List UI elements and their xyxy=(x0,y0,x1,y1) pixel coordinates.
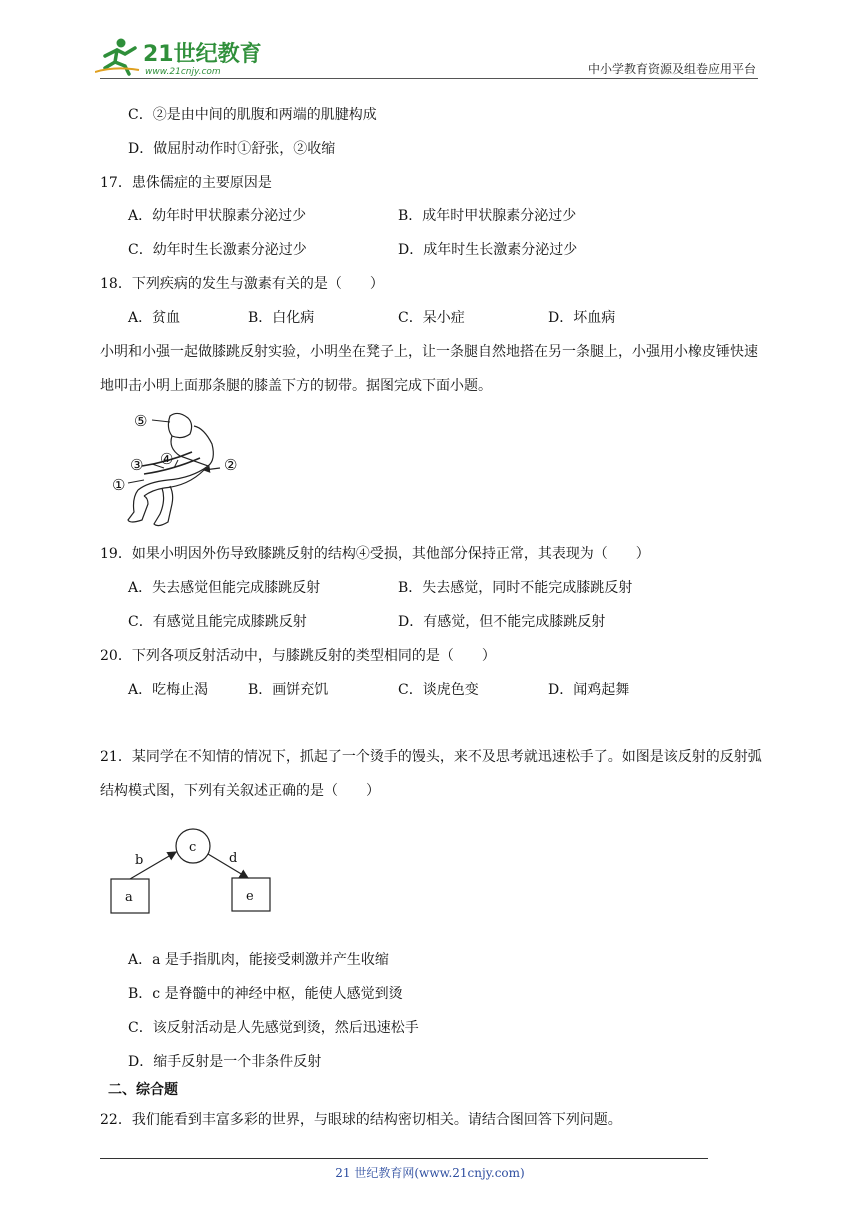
knee-reflex-figure xyxy=(108,408,248,532)
label-2: ② xyxy=(224,456,238,474)
q21-option-c: C．该反射活动是人先感觉到烫，然后迅速松手 xyxy=(128,1020,419,1036)
shared-stem-intro: 小明和小强一起做膝跳反射实验，小明坐在凳子上，让一条腿自然地搭在另一条腿上，小强用小橡皮锤快速地叩击小明上面那条腿的膝盖下方的韧带。据图完成下面小题。 xyxy=(100,344,758,394)
q16-option-d: D．做屈肘动作时①舒张，②收缩 xyxy=(128,141,336,157)
q18-option-d: D．坏血病 xyxy=(548,310,616,326)
q20-option-c: C．谈虎色变 xyxy=(398,682,479,698)
q20-option-b: B．画饼充饥 xyxy=(248,682,329,698)
label-1: ① xyxy=(112,476,126,494)
q19-option-a: A．失去感觉但能完成膝跳反射 xyxy=(128,580,321,596)
label-b: b xyxy=(135,853,144,868)
footer-divider xyxy=(100,1158,708,1159)
footer-text: 21 世纪教育网(www.21cnjy.com) xyxy=(335,1166,525,1180)
reflex-arc-figure xyxy=(108,824,274,916)
site-logo xyxy=(95,36,265,78)
label-3: ⑤ xyxy=(134,412,148,430)
label-4: ④ xyxy=(160,450,174,468)
q21-option-a: A．a 是手指肌肉，能接受刺激并产生收缩 xyxy=(128,952,389,968)
label-e: e xyxy=(246,889,254,904)
q17-option-d: D．成年时生长激素分泌过少 xyxy=(398,242,578,258)
label-a: a xyxy=(125,890,133,905)
q18-option-b: B．白化病 xyxy=(248,310,315,326)
logo-text: 21世纪教育 xyxy=(143,42,262,67)
q19-option-b: B．失去感觉，同时不能完成膝跳反射 xyxy=(398,580,633,596)
q18-option-c: C．呆小症 xyxy=(398,310,465,326)
label-c: c xyxy=(189,840,197,855)
runner-icon xyxy=(95,39,139,75)
q16-option-c: C．②是由中间的肌腹和两端的肌腱构成 xyxy=(128,107,377,123)
q19-stem: 19．如果小明因外伤导致膝跳反射的结构④受损，其他部分保持正常，其表现为（ ） xyxy=(100,546,650,562)
q20-stem: 20．下列各项反射活动中，与膝跳反射的类型相同的是（ ） xyxy=(100,648,496,664)
q21-option-d: D．缩手反射是一个非条件反射 xyxy=(128,1054,322,1070)
header-platform-text: 中小学教育资源及组卷应用平台 xyxy=(587,62,756,76)
q22-stem: 22．我们能看到丰富多彩的世界，与眼球的结构密切相关。请结合图回答下列问题。 xyxy=(100,1112,622,1128)
label-d: d xyxy=(229,851,238,866)
logo-url: www.21cnjy.com xyxy=(145,67,221,77)
q20-option-d: D．闻鸡起舞 xyxy=(548,682,630,698)
q20-option-a: A．吃梅止渴 xyxy=(128,682,209,698)
spinal-cord-section xyxy=(168,413,191,437)
q21-stem: 21．某同学在不知情的情况下，抓起了一个烫手的馒头，来不及思考就迅速松手了。如图是该反射的反射弧结构模式图，下列有关叙述正确的是（ ） xyxy=(100,749,762,799)
label-5: ③ xyxy=(130,456,144,474)
q17-option-b: B．成年时甲状腺素分泌过少 xyxy=(398,208,577,224)
q21-option-b: B．c 是脊髓中的神经中枢，能使人感觉到烫 xyxy=(128,986,403,1002)
arrow-d xyxy=(208,854,248,878)
q18-option-a: A．贫血 xyxy=(128,310,181,326)
header-divider xyxy=(100,78,758,79)
q19-option-d: D．有感觉，但不能完成膝跳反射 xyxy=(398,614,606,630)
section-title: 二、综合题 xyxy=(108,1082,178,1098)
q18-stem: 18．下列疾病的发生与激素有关的是（ ） xyxy=(100,276,384,292)
q19-option-c: C．有感觉且能完成膝跳反射 xyxy=(128,614,307,630)
q17-option-a: A．幼年时甲状腺素分泌过少 xyxy=(128,208,307,224)
q17-stem: 17．患侏儒症的主要原因是 xyxy=(100,175,272,191)
q17-option-c: C．幼年时生长激素分泌过少 xyxy=(128,242,307,258)
